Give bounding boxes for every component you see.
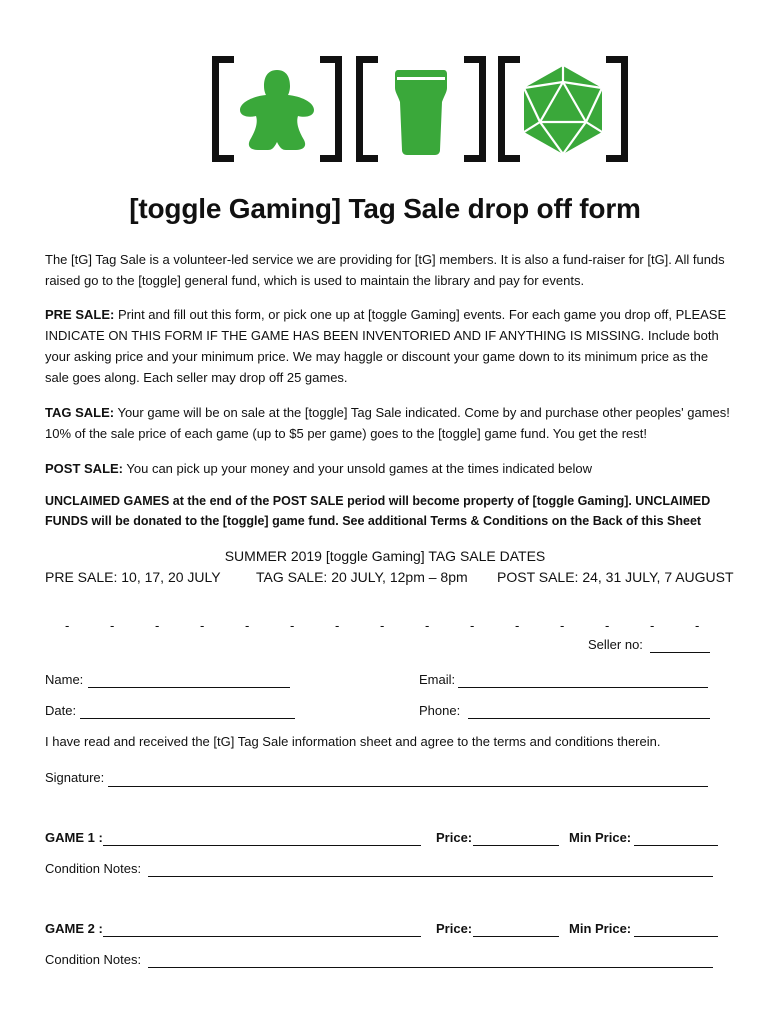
game-2-condition-field[interactable] [148,967,713,968]
meeple-bracket [212,50,342,170]
cut-mark: - [200,618,205,633]
phone-label: Phone: [419,703,461,718]
logo [0,50,770,170]
name-field[interactable] [88,687,290,688]
beer-glass-icon [378,60,464,160]
game-2-price-label: Price: [436,921,473,936]
pre-sale-body: Print and fill out this form, or pick one up at [toggle Gaming] events. For each game you drop off, PLEASE INDICATE ON THIS FORM IF THE GAME HAS BEEN INVENTORIED AND IF ANYTHING IS MISSING. Include both your asking price and your minimum price. We may haggle or discount your game down to its minimum price as the sale goes along. Each seller may drop off 25 games. [45,307,727,385]
intro-text: The [tG] Tag Sale is a volunteer-led service we are providing for [tG] members. It is also a fund-raiser for [tG]. All funds raised go to the [toggle] general fund, which is used to maintain the library and pay for events. [45,252,725,288]
phone-field[interactable] [468,718,710,719]
cut-mark: - [425,618,430,633]
cut-mark: - [470,618,475,633]
signature-label: Signature: [45,770,105,785]
cut-mark: - [290,618,295,633]
d20-die-icon [520,60,606,160]
tag-sale-text [45,402,730,444]
cut-line [45,618,730,634]
unclaimed-notice: UNCLAIMED GAMES at the end of the POST SALE period will become property of [toggle Gaming]. UNCLAIMED FUNDS will be donated to the [toggle] game fund. See additional Terms & Conditions on the Back of this Sheet [45,494,711,528]
pre-sale-label: PRE SALE: [45,307,115,322]
tag-sale-body: Your game will be on sale at the [toggle] Tag Sale indicated. Come by and purchase other peoples' games! 10% of the sale price of each game (up to $5 per game) goes to the [toggle] game fund. You get the rest! [45,405,730,441]
post-sale-text [45,458,730,479]
email-field[interactable] [458,687,708,688]
cut-mark: - [110,618,115,633]
agreement-text: I have read and received the [tG] Tag Sale information sheet and agree to the terms and conditions therein. [45,734,661,749]
pre-sale-dates: PRE SALE: 10, 17, 20 JULY [45,569,221,585]
cut-mark: - [560,618,565,633]
left-bracket-icon [212,56,234,162]
dates-title: SUMMER 2019 [toggle Gaming] TAG SALE DATES [224,548,546,564]
signature-field[interactable] [108,786,708,787]
pre-sale-text [45,304,730,388]
beer-bracket [356,50,486,170]
cut-mark: - [515,618,520,633]
cut-mark: - [245,618,250,633]
d20-bracket [498,50,628,170]
game-1-label: GAME 1 : [45,830,103,845]
cut-mark: - [65,618,70,633]
game-1-min-price-field[interactable] [634,845,718,846]
seller-no-field[interactable] [650,652,710,653]
cut-mark: - [605,618,610,633]
cut-mark: - [380,618,385,633]
game-2-min-price-label: Min Price: [569,921,632,936]
seller-no-label: Seller no: [588,637,643,652]
cut-mark: - [155,618,160,633]
game-2-min-price-field[interactable] [634,936,718,937]
game-1-field[interactable] [103,845,421,846]
page-title: [toggle Gaming] Tag Sale drop off form [129,193,641,224]
game-1-condition-label: Condition Notes: [45,861,142,876]
game-2-condition-label: Condition Notes: [45,952,142,967]
right-bracket-icon [320,56,342,162]
cut-mark: - [695,618,700,633]
name-label: Name: [45,672,84,687]
meeple-icon [234,60,320,160]
game-1-condition-field[interactable] [148,876,713,877]
left-bracket-icon [356,56,378,162]
date-label: Date: [45,703,77,718]
game-2-label: GAME 2 : [45,921,103,936]
post-sale-label: POST SALE: [45,461,124,476]
date-field[interactable] [80,718,295,719]
left-bracket-icon [498,56,520,162]
right-bracket-icon [606,56,628,162]
cut-mark: - [335,618,340,633]
post-sale-dates: POST SALE: 24, 31 JULY, 7 AUGUST [497,569,734,585]
post-sale-body: You can pick up your money and your unsold games at the times indicated below [123,461,593,476]
tag-sale-label: TAG SALE: [45,405,115,420]
game-1-price-field[interactable] [473,845,559,846]
game-1-min-price-label: Min Price: [569,830,632,845]
email-label: Email: [419,672,456,687]
right-bracket-icon [464,56,486,162]
game-1-price-label: Price: [436,830,473,845]
game-2-price-field[interactable] [473,936,559,937]
cut-mark: - [650,618,655,633]
tag-sale-dates: TAG SALE: 20 JULY, 12pm – 8pm [256,569,468,585]
game-2-field[interactable] [103,936,421,937]
